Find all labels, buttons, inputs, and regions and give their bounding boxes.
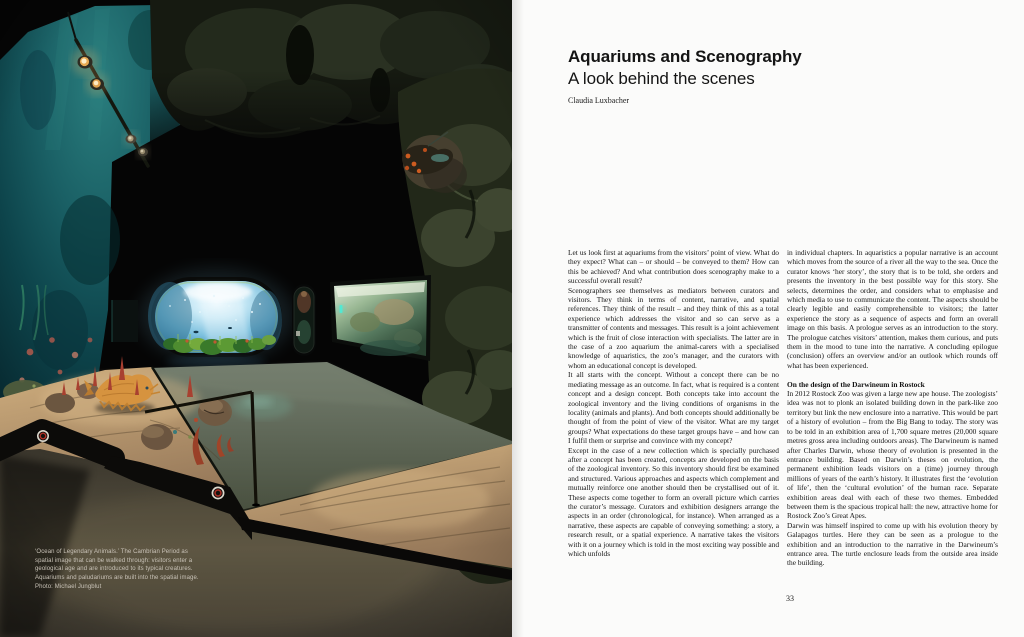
paragraph: in individual chapters. In aquaristics a popular narrative is an account which moves from the source of a river all the way to the sea. Once the curator knows ‘her story’, the story that is to be told, she orders and presents the inventory in the best possible way for this story. She selects, determines the order, and considers what to emphasise and which media to use to communicate the content. The aspects should be clearly legible and easily comprehensible to visitors; the latter experience the story as a sequence of aspects and form an overall image on this basis. A prologue serves as an introduction to the story. The prologue catches visitors’ attention, makes them curious, and puts them in the mood to tune into the narrative. A concluding epilogue (conclusion) offers an overview and/or an outlook which rounds off what has been experienced. [787, 248, 998, 370]
article-title: Aquariums and Scenography [568, 47, 802, 67]
text-column-2 [787, 248, 998, 568]
paragraph: Let us look first at aquariums from the visitors’ point of view. What do they expect? What can – or should – be conveyed to them? How can this be achieved? And what contribution does scenography make to a successful overall result? [568, 248, 779, 286]
article-body [568, 248, 998, 568]
page-number: 33 [786, 594, 794, 603]
caption-text: ‘Ocean of Legendary Animals.’ The Cambrian Period as spatial image that can be walked through: visitors enter a geological age and are introduced to its typical creatures. Aquariums and paludariums are built into the spatial image. [35, 549, 199, 582]
paragraph: In 2012 Rostock Zoo was given a large new ape house. The zoologists’ idea was not to plonk an isolated building down in the park-like zoo territory but link the new enclosure into a narrative. This would be part of a history of evolution – from the Big Bang to today. The story was to be told in an exhibition area of 1,700 square metres (20,000 square metres gross area including outdoors areas). The Darwineum is named after Charles Darwin, whose theory of evolution is presented in the entrance building. Based on Darwin’s theses on evolution, the permanent exhibition leads visitors on a (time) journey through millions of years of the earth’s history. It illustrates first the ‘evolution of life’, then the ‘cultural evolution’ of the human race. Separate exhibition areas deal with each of these two themes. Embedded between them is the spacious tropical hall: the new, attractive home for Rostock Zoo’s Great Apes. [787, 389, 998, 521]
paragraph: It all starts with the concept. Without a concept there can be no mediating message as an outcome. In fact, what is required is a content concept and a design concept. Both concepts take into account the zoological inventory and the living conditions of organisms in the locality (animals and plants). And both concepts should additionally be thought of from the point of view of the visitor. What are my target groups? What expectations do these target groups have – and how can I fulfil them or surprise and convince with my concept? [568, 370, 779, 446]
paragraph: Except in the case of a new collection which is specially purchased after a concept has been created, concepts are developed on the basis of the zoological inventory. So this inventory should first be examined and structured. Various approaches and aspects which complement and mutually reinforce one another should then be crystallised out of it. These aspects come together to form an overall picture which carries the curator’s message. Curators and exhibition designers arrange the aspects in an order (chronological, for instance). When arranged as a narrative, these aspects are capable of conveying something: a story, a research result, or a spatial experience. A narrative takes the visitors with it on a journey which is told in the most exciting way possible and which unfolds [568, 445, 780, 558]
right-page-article [512, 0, 1024, 637]
photo-credit: Photo: Michael Jungblut [35, 583, 102, 590]
spine-shadow [512, 0, 524, 637]
paragraph: Darwin was himself inspired to come up with his evolution theory by Galapagos turtles. Here they can be seen as a prologue to the exhibition and an introduction to the narrative in the Darwineum’s entrance area. The turtle enclosure leads from the outside area inside the building. [787, 520, 998, 568]
article-author: Claudia Luxbacher [568, 96, 630, 105]
paragraph: Scenographers see themselves as mediators between curators and visitors. They think in terms of content, narrative, and spatial references. They think of the result – and they think of this as a total experience which addresses the visitor and so can serve as a transmitter of contents and messages. This result is a joint achievement which is the fruit of close interaction with specialists. The latter are in the case of a zoo aquarium the animal-carers with a specialised knowledge of aquaristics, the zoo’s manager, and the curators with whom an educational concept is developed. [568, 285, 779, 370]
text-column-1 [568, 248, 779, 568]
article-subtitle: A look behind the scenes [568, 69, 755, 89]
photo-caption [35, 548, 203, 592]
section-heading: On the design of the Darwineum in Rostock [787, 379, 925, 389]
